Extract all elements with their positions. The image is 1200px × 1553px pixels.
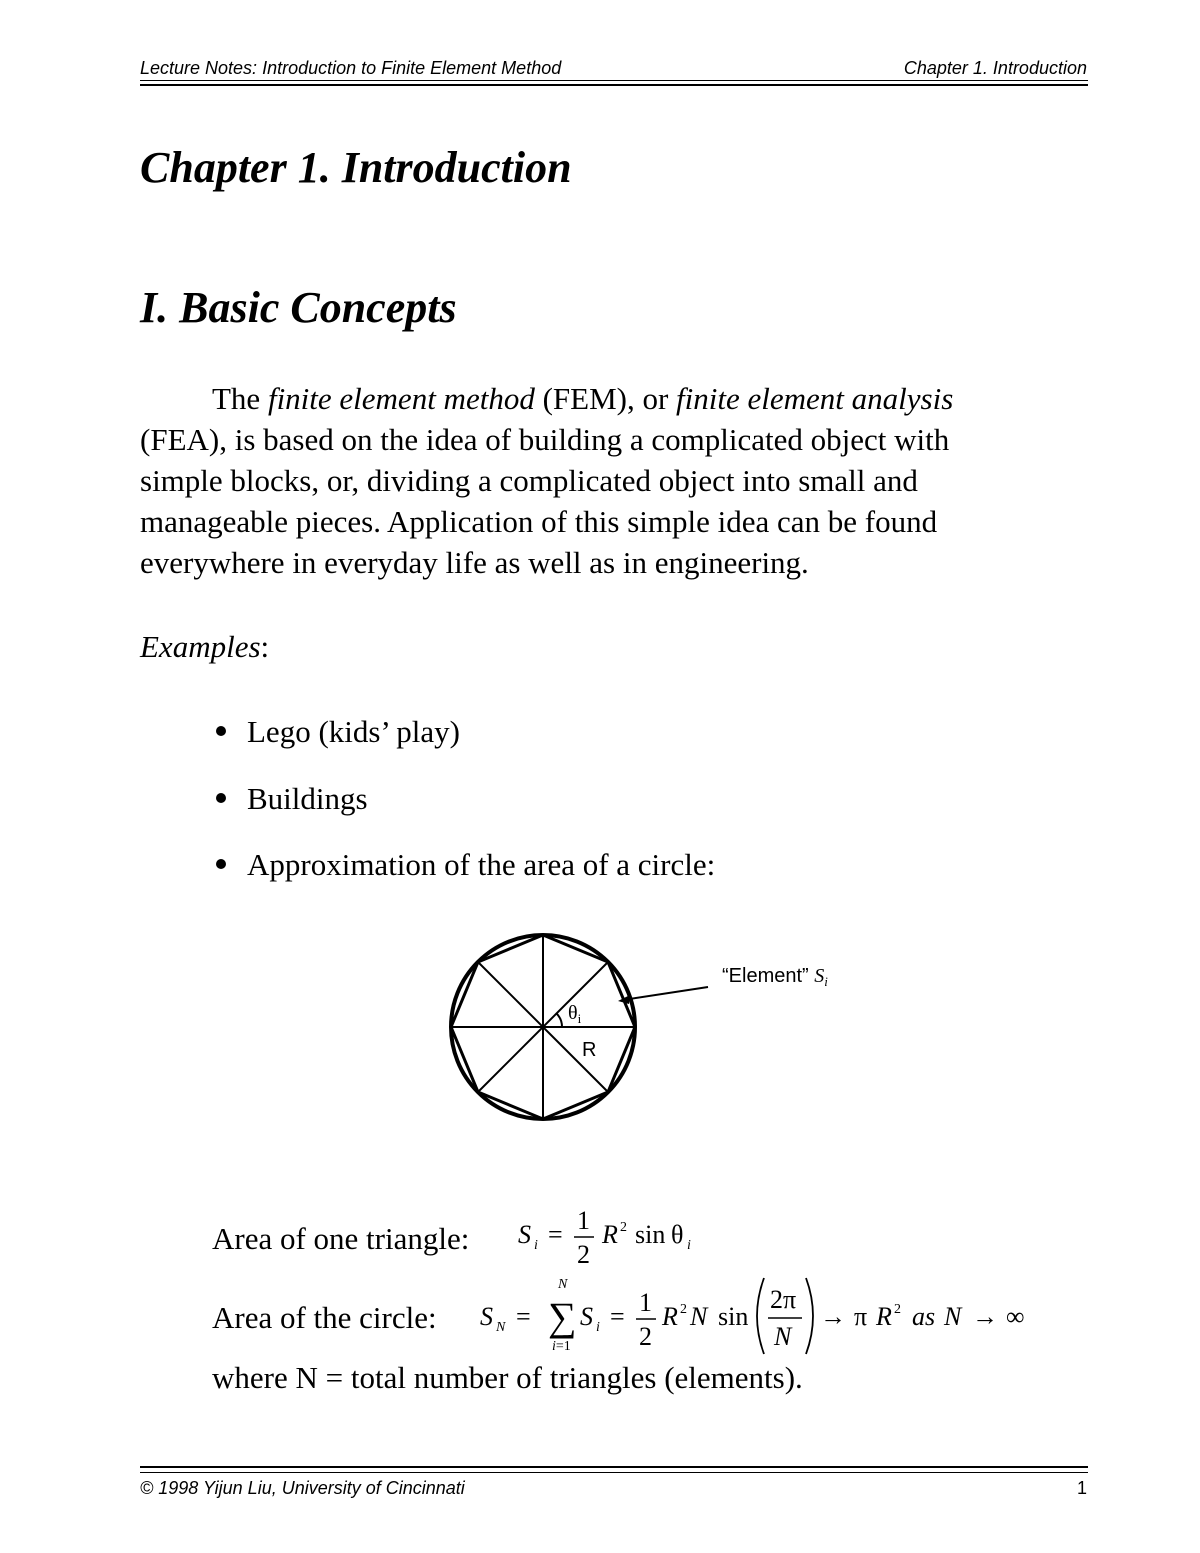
paragraph-line-5: everywhere in everyday life as well as in engineering. bbox=[140, 545, 809, 580]
svg-text:N: N bbox=[944, 1302, 962, 1331]
svg-text:2: 2 bbox=[639, 1322, 652, 1351]
svg-text:N: N bbox=[774, 1322, 792, 1351]
svg-text:2π: 2π bbox=[770, 1285, 797, 1314]
element-callout: “Element” $S_i$ bbox=[722, 965, 828, 989]
bullet-item-lego: Lego (kids’ play) bbox=[247, 714, 460, 749]
svg-text:2: 2 bbox=[680, 1302, 687, 1317]
where-clause: where N = total number of triangles (elements). bbox=[212, 1360, 803, 1395]
svg-text:2: 2 bbox=[620, 1220, 627, 1235]
angle-arc bbox=[556, 1013, 562, 1027]
svg-text:R: R bbox=[602, 1220, 618, 1249]
svg-text:i: i bbox=[687, 1238, 691, 1253]
svg-text:→: → bbox=[972, 1302, 998, 1331]
paragraph-line-3: simple blocks, or, dividing a complicated object into small and bbox=[140, 463, 918, 498]
paragraph-line-2: (FEA), is based on the idea of building a complicated object with bbox=[140, 422, 950, 457]
svg-text:π: π bbox=[854, 1302, 868, 1331]
triangle-area-formula bbox=[510, 1196, 730, 1276]
svg-text:=: = bbox=[610, 1302, 625, 1331]
term-fem: finite element method bbox=[267, 381, 535, 416]
svg-text:1: 1 bbox=[577, 1206, 590, 1235]
svg-text:N: N bbox=[690, 1302, 708, 1331]
bullet-dot bbox=[216, 793, 226, 803]
svg-text:2: 2 bbox=[894, 1302, 901, 1317]
bullet-dot bbox=[216, 726, 226, 736]
svg-text:=: = bbox=[548, 1220, 563, 1249]
examples-colon: : bbox=[260, 629, 270, 664]
svg-text:N: N bbox=[496, 1320, 506, 1335]
section-title: I. Basic Concepts bbox=[140, 283, 457, 332]
svg-text:N: N bbox=[558, 1277, 568, 1292]
circle-area-formula bbox=[474, 1268, 1064, 1363]
footer-rule-top bbox=[140, 1466, 1088, 1468]
examples-label: Examples bbox=[140, 629, 261, 664]
svg-text:R: R bbox=[662, 1302, 678, 1331]
svg-text:i: i bbox=[534, 1238, 538, 1253]
radius-label: R bbox=[582, 1039, 597, 1061]
header-left: Lecture Notes: Introduction to Finite Element Method bbox=[140, 58, 562, 78]
svg-text:=: = bbox=[516, 1302, 531, 1331]
term-fea: finite element analysis bbox=[676, 381, 954, 416]
svg-text:i=1: i=1 bbox=[552, 1339, 571, 1354]
page-number: 1 bbox=[1076, 1478, 1087, 1498]
svg-text:S: S bbox=[480, 1302, 493, 1331]
footer-rule-bottom bbox=[140, 1472, 1088, 1473]
element-leader-line bbox=[623, 987, 708, 1000]
bullet-item-buildings: Buildings bbox=[247, 781, 368, 816]
radial-lines bbox=[451, 935, 635, 1119]
svg-text:1: 1 bbox=[639, 1288, 652, 1317]
examples-heading bbox=[140, 626, 269, 667]
svg-text:sin: sin bbox=[635, 1220, 666, 1249]
footer-copyright: © 1998 Yijun Liu, University of Cincinnati bbox=[140, 1478, 465, 1498]
header-rule-bottom bbox=[140, 84, 1088, 86]
paragraph-text: The bbox=[212, 381, 268, 416]
svg-text:as: as bbox=[912, 1302, 936, 1331]
header-rule-top bbox=[140, 80, 1088, 81]
circle-octagon-figure bbox=[420, 920, 880, 1130]
paragraph-line-1 bbox=[140, 378, 1100, 419]
bullet-item-circle: Approximation of the area of a circle: bbox=[247, 847, 716, 882]
triangle-area-label: Area of one triangle: bbox=[212, 1221, 470, 1256]
svg-text:S: S bbox=[580, 1302, 593, 1331]
svg-text:2: 2 bbox=[577, 1240, 590, 1269]
bullet-dot bbox=[216, 859, 226, 869]
svg-text:R: R bbox=[876, 1302, 892, 1331]
svg-text:S: S bbox=[518, 1220, 531, 1249]
svg-text:∑: ∑ bbox=[548, 1294, 577, 1339]
svg-text:→: → bbox=[820, 1302, 846, 1331]
header-right: Chapter 1. Introduction bbox=[903, 58, 1087, 78]
circle-area-label: Area of the circle: bbox=[212, 1300, 437, 1335]
svg-text:i: i bbox=[596, 1320, 600, 1335]
paragraph-text: (FEM), or bbox=[534, 381, 677, 416]
svg-text:∞: ∞ bbox=[1006, 1302, 1025, 1331]
chapter-title: Chapter 1. Introduction bbox=[140, 143, 572, 192]
theta-label: $\theta_i$ bbox=[568, 1002, 582, 1026]
svg-text:θ: θ bbox=[671, 1220, 684, 1249]
svg-text:sin: sin bbox=[718, 1302, 749, 1331]
paragraph-line-4: manageable pieces. Application of this simple idea can be found bbox=[140, 504, 938, 539]
intro-paragraph bbox=[140, 378, 1100, 583]
